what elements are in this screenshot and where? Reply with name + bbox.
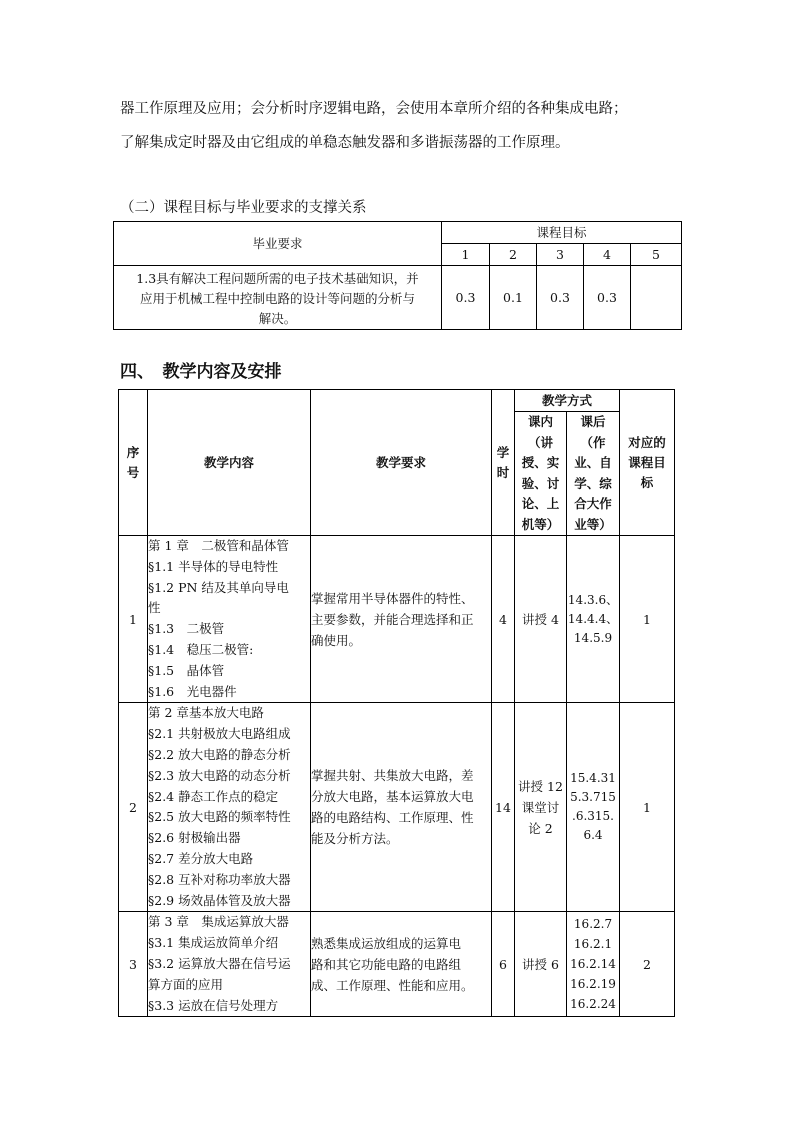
row-in-class bbox=[515, 912, 567, 1017]
row-hours: 14 bbox=[492, 703, 515, 912]
goal-weight: 0.3 bbox=[584, 266, 631, 330]
header-text: 业、自 bbox=[574, 455, 612, 470]
row-requirement bbox=[311, 536, 492, 703]
requirement-line: 分放大电路，基本运算放大电 bbox=[311, 789, 474, 805]
in-class-line: 讲授 6 bbox=[522, 956, 559, 972]
content-line: §2.8 互补对称功率放大器 bbox=[148, 871, 291, 887]
header-text: 号 bbox=[126, 464, 140, 480]
after-class-line: 15.4.31 bbox=[570, 771, 616, 786]
content-line: §2.6 射极输出器 bbox=[148, 830, 241, 846]
requirement-line: 路的电路结构、工作原理、性 bbox=[311, 810, 474, 826]
header-text: 标 bbox=[640, 474, 654, 490]
table-row bbox=[119, 912, 675, 1017]
content-line: §1.1 半导体的导电特性 bbox=[148, 558, 279, 574]
in-class-line: 讲授 12 bbox=[518, 778, 563, 794]
row-content bbox=[148, 536, 311, 703]
row-hours: 6 bbox=[492, 912, 515, 1017]
header-text: 合大作 bbox=[574, 496, 612, 511]
header-text: 学 bbox=[496, 444, 510, 460]
requirement-line: 掌握共射、共集放大电路，差 bbox=[311, 768, 474, 784]
requirement-line: 熟悉集成运放组成的运算电 bbox=[311, 935, 462, 951]
after-class-line: .6.315. bbox=[572, 809, 614, 824]
row-requirement bbox=[311, 912, 492, 1017]
requirement-line: 确使用。 bbox=[311, 632, 362, 648]
row-after-class bbox=[567, 703, 620, 912]
after-class-line: 6.4 bbox=[583, 828, 603, 843]
requirement-line: 掌握常用半导体器件的特性、 bbox=[311, 590, 474, 606]
header-number bbox=[119, 390, 148, 536]
content-line: §1.6 光电器件 bbox=[148, 683, 237, 699]
goal-number: 4 bbox=[584, 244, 631, 266]
intro-paragraph-line-2: 了解集成定时器及由它组成的单稳态触发器和多谐振荡器的工作原理。 bbox=[120, 135, 570, 151]
header-text: 学、综 bbox=[574, 475, 612, 491]
in-class-line: 课堂讨 bbox=[521, 799, 560, 815]
row-target: 1 bbox=[620, 536, 675, 703]
goal-number: 3 bbox=[537, 244, 584, 266]
content-line: §3.1 集成运放简单介绍 bbox=[148, 935, 279, 951]
row-target: 1 bbox=[620, 703, 675, 912]
header-text: 课内 bbox=[527, 414, 553, 429]
header-text: （讲 bbox=[527, 434, 553, 450]
support-section-heading: （二）课程目标与毕业要求的支撑关系 bbox=[120, 200, 367, 216]
row-in-class bbox=[515, 703, 567, 912]
intro-paragraph-line-1: 器工作原理及应用；会分析时序逻辑电路，会使用本章所介绍的各种集成电路； bbox=[120, 101, 628, 117]
teaching-content-table bbox=[118, 389, 675, 1017]
header-text: 时 bbox=[496, 464, 510, 480]
content-line: §2.1 共射极放大电路组成 bbox=[148, 726, 291, 742]
after-class-line: 14.5.9 bbox=[573, 630, 613, 645]
content-line: §3.2 运算放大器在信号运 bbox=[148, 955, 291, 971]
after-class-line: 16.2.14 bbox=[570, 957, 616, 972]
content-line: 第 2 章基本放大电路 bbox=[148, 705, 264, 721]
content-line: §2.9 场效晶体管及放大器 bbox=[148, 892, 291, 908]
after-class-line: 16.2.19 bbox=[570, 977, 616, 992]
requirement-line: 主要参数，并能合理选择和正 bbox=[311, 611, 474, 627]
header-content: 教学内容 bbox=[148, 390, 311, 536]
row-after-class bbox=[567, 536, 620, 703]
table-row bbox=[119, 536, 675, 703]
in-class-line: 论 2 bbox=[528, 820, 553, 836]
goal-number: 1 bbox=[442, 244, 490, 266]
header-course-target bbox=[620, 390, 675, 536]
support-table bbox=[113, 221, 682, 330]
content-line: 算方面的应用 bbox=[148, 976, 224, 992]
after-class-line: 5.3.715 bbox=[570, 790, 616, 805]
requirement-line: 成、工作原理、性能和应用。 bbox=[311, 977, 474, 993]
section-title: 四、 教学内容及安排 bbox=[120, 362, 282, 382]
header-text: 对应的 bbox=[628, 434, 666, 450]
content-line: §1.2 PN 结及其单向导电 bbox=[148, 579, 289, 595]
goal-weight bbox=[631, 266, 682, 330]
header-text: 业等） bbox=[574, 516, 612, 532]
header-text: 课后 bbox=[580, 414, 606, 429]
goal-weight: 0.1 bbox=[490, 266, 537, 330]
header-text: 验、讨 bbox=[521, 475, 560, 491]
goal-number: 5 bbox=[631, 244, 682, 266]
header-text: （作 bbox=[580, 434, 606, 450]
content-line: §1.5 晶体管 bbox=[148, 662, 225, 678]
requirement-line: 路和其它功能电路的电路组 bbox=[311, 956, 462, 972]
after-class-line: 14.4.4、 bbox=[567, 611, 619, 626]
header-after-class bbox=[567, 412, 620, 536]
row-number: 1 bbox=[119, 536, 148, 703]
header-text: 论、上 bbox=[521, 496, 560, 511]
row-content bbox=[148, 703, 311, 912]
after-class-line: 16.2.24 bbox=[570, 997, 616, 1012]
requirement-line: 1.3具有解决工程问题所需的电子技术基础知识，并 bbox=[136, 270, 419, 286]
content-line: §1.3 二极管 bbox=[148, 621, 225, 637]
header-course-goals: 课程目标 bbox=[442, 222, 682, 244]
header-text: 课程目 bbox=[628, 454, 666, 470]
row-after-class bbox=[567, 912, 620, 1017]
row-number: 2 bbox=[119, 703, 148, 912]
content-line: §2.7 差分放大电路 bbox=[148, 850, 254, 866]
requirement-line: 应用于机械工程中控制电路的设计等问题的分析与 bbox=[139, 290, 415, 306]
row-target: 2 bbox=[620, 912, 675, 1017]
header-in-class bbox=[515, 412, 567, 536]
row-content bbox=[148, 912, 311, 1017]
after-class-line: 16.2.7 bbox=[573, 917, 613, 932]
header-hours bbox=[492, 390, 515, 536]
row-number: 3 bbox=[119, 912, 148, 1017]
content-line: §2.3 放大电路的动态分析 bbox=[148, 767, 291, 783]
content-line: 性 bbox=[148, 600, 161, 616]
content-line: §3.3 运放在信号处理方 bbox=[148, 997, 279, 1013]
content-line: §1.4 稳压二极管: bbox=[148, 641, 254, 657]
content-line: 第 3 章 集成运算放大器 bbox=[148, 914, 289, 930]
requirement-text bbox=[114, 266, 442, 330]
content-line: §2.5 放大电路的频率特性 bbox=[148, 809, 291, 825]
row-hours: 4 bbox=[492, 536, 515, 703]
table-row bbox=[119, 703, 675, 912]
content-line: §2.2 放大电路的静态分析 bbox=[148, 746, 291, 762]
goal-weight: 0.3 bbox=[442, 266, 490, 330]
content-line: §2.4 静态工作点的稳定 bbox=[148, 788, 279, 804]
row-requirement bbox=[311, 703, 492, 912]
requirement-line: 解决。 bbox=[258, 310, 297, 326]
header-text: 授、实 bbox=[521, 455, 560, 470]
in-class-line: 讲授 4 bbox=[522, 611, 559, 627]
after-class-line: 14.3.6、 bbox=[567, 592, 619, 607]
header-requirement: 教学要求 bbox=[311, 390, 492, 536]
content-line: 第 1 章 二极管和晶体管 bbox=[148, 538, 289, 553]
header-text: 机等） bbox=[521, 516, 560, 532]
header-graduation-requirement: 毕业要求 bbox=[114, 222, 442, 266]
header-text: 序 bbox=[126, 444, 140, 460]
header-teaching-method: 教学方式 bbox=[515, 390, 620, 412]
goal-weight: 0.3 bbox=[537, 266, 584, 330]
row-in-class bbox=[515, 536, 567, 703]
requirement-line: 能及分析方法。 bbox=[311, 831, 399, 847]
goal-number: 2 bbox=[490, 244, 537, 266]
after-class-line: 16.2.1 bbox=[573, 937, 613, 952]
